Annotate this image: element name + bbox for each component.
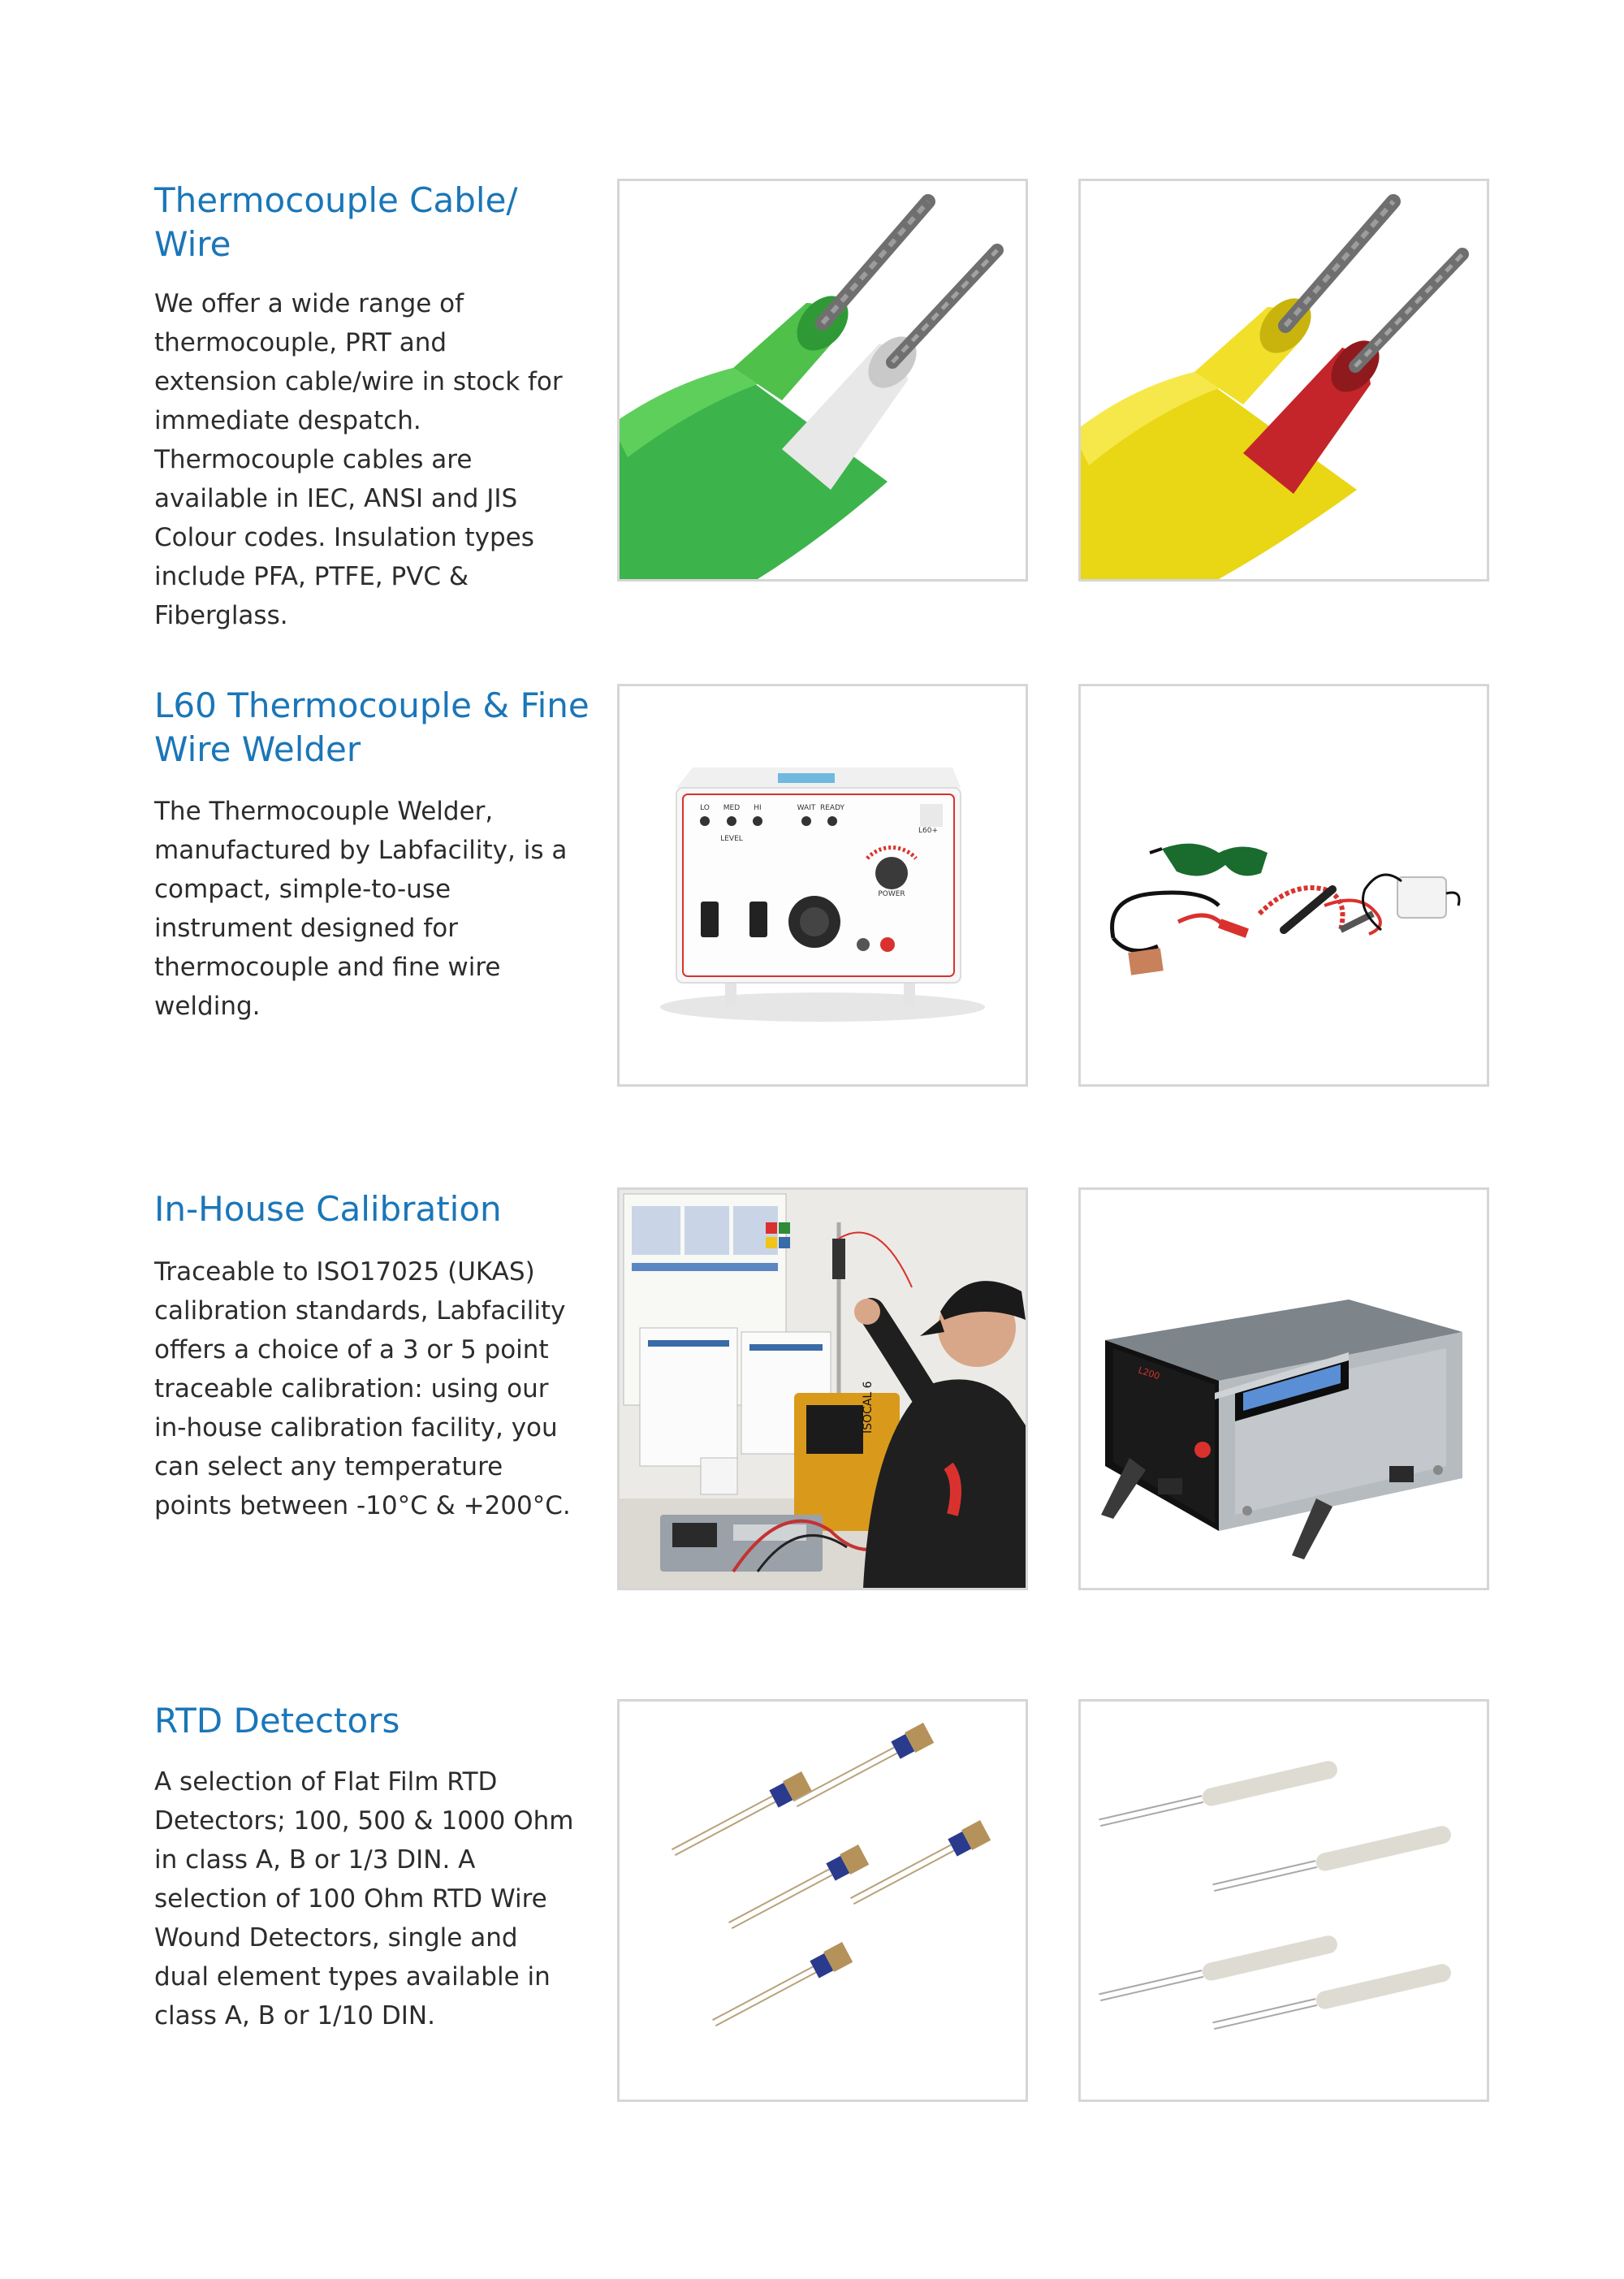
ready-label: READY [819, 804, 845, 812]
section-description: We offer a wide range of thermocouple, PRT and extension cable/wire in stock for immediate despatch. Thermocouple cables are available in IEC, ANSI and JIS Colour codes. Insulation types include PFA, PTFE, PVC & Fiberglass. [154, 289, 563, 630]
flat-film-rtd-image [617, 1699, 1028, 2102]
instrument-label: L200 [1137, 1364, 1161, 1382]
section-description: A selection of Flat Film RTD Detectors; 100, 500 & 1000 Ohm in class A, B or 1/3 DIN. A selection of 100 Ohm RTD Wire Wound Detectors, single and dual element types available in class A, B or 1/10 DIN. [154, 1767, 574, 2030]
lo-label: LO [700, 804, 710, 812]
power-label: POWER [878, 890, 905, 898]
med-label: MED [723, 804, 741, 812]
section-description: The Thermocouple Welder, manufactured by Labfacility, is a compact, simple-to-use instrument designed for thermocouple and fine wire welding. [154, 797, 568, 1021]
l200-instrument-image [1078, 1187, 1489, 1590]
section-title: In-House Calibration [154, 1189, 502, 1229]
section-title: RTD Detectors [154, 1701, 400, 1741]
yellow-red-cable-image [1078, 179, 1489, 582]
l60-welder-image [617, 684, 1028, 1087]
section-title: Thermocouple Cable/ Wire [154, 180, 518, 264]
wire-wound-rtd-image [1078, 1699, 1489, 2102]
wait-label: WAIT [797, 804, 816, 812]
welder-accessories-image [1078, 684, 1489, 1087]
model-label: L60+ [918, 827, 939, 835]
calibrator-label: ISOCAL 6 [862, 1381, 875, 1434]
level-label: LEVEL [720, 835, 743, 843]
calibration-lab-photo [617, 1187, 1028, 1590]
hi-label: HI [754, 804, 762, 812]
green-white-cable-image [617, 179, 1028, 582]
section-description: Traceable to ISO17025 (UKAS) calibration standards, Labfacility offers a choice of a 3 or 5 point traceable calibration: using our in-house calibration facility, you can select any temperature points between -10°C & +200°C. [154, 1257, 571, 1520]
section-title: L60 Thermocouple & Fine Wire Welder [154, 685, 590, 769]
